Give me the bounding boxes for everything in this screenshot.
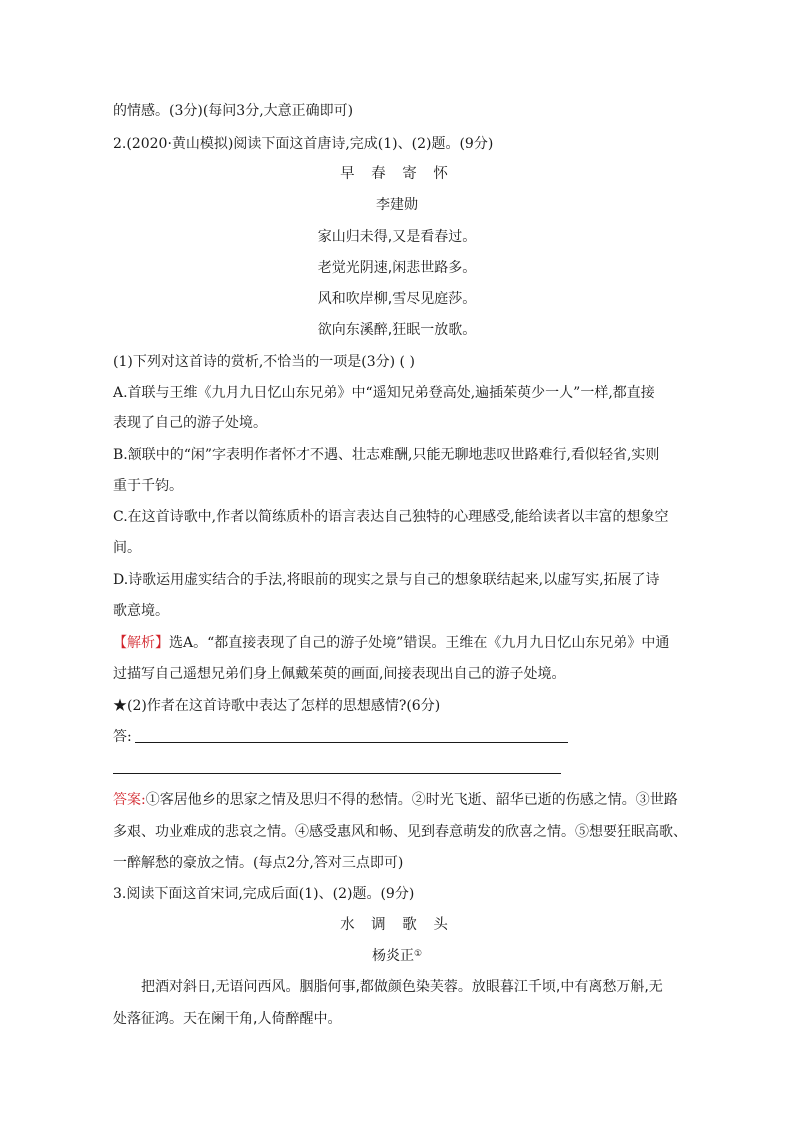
answer-continued: 多艰、功业难成的悲哀之情。④感受惠风和畅、见到春意萌发的欣喜之情。⑤想要狂眠高歌、 [113,824,687,840]
analysis-label: 【解析】 [113,635,169,651]
option-b-continued: 重于千钧。 [113,478,183,494]
option-b: B.颔联中的“闲”字表明作者怀才不遇、壮志难酬,只能无聊地悲叹世路难行,看似轻省,实则 [113,447,660,463]
answer-blank-line[interactable] [135,742,568,743]
option-d-continued: 歌意境。 [113,603,169,619]
question-3-heading: 3.阅读下面这首宋词,完成后面(1)、(2)题。(9分) [113,886,415,902]
poem-1-verse: 欲向东溪醉,狂眠一放歌。 [317,322,477,338]
option-a-continued: 表现了自己的游子处境。 [113,415,267,431]
analysis-line [113,633,669,653]
answer-text: ①客居他乡的思家之情及思归不得的愁情。②时光飞逝、韶华已逝的伤感之情。③世路 [145,792,678,808]
analysis-continued: 过描写自己遥想兄弟们身上佩戴茱萸的画面,间接表现出自己的游子处境。 [113,666,566,682]
option-d: D.诗歌运用虚实结合的手法,将眼前的现实之景与自己的想象联结起来,以虚写实,拓展了诗 [113,572,660,588]
ci-text-line: 把酒对斜日,无语问西风。胭脂何事,都做颜色染芙蓉。放眼暮江千顷,中有离愁万斛,无 [141,979,663,995]
question-2-heading: 2.(2020·黄山模拟)阅读下面这首唐诗,完成(1)、(2)题。(9分) [113,136,494,152]
analysis-text: 选A。“都直接表现了自己的游子处境”错误。王维在《九月九日忆山东兄弟》中通 [169,635,670,651]
question-1: (1)下列对这首诗的赏析,不恰当的一项是(3分) ( ) [113,354,415,370]
poem-1-verse: 老觉光阴速,闲悲世路多。 [317,260,477,276]
poem-2-author [0,946,794,966]
option-a: A.首联与王维《九月九日忆山东兄弟》中“遥知兄弟登高处,遍插茱萸少一人”一样,都直接 [113,385,655,401]
poem-1-title: 早 春 寄 怀 [340,166,454,182]
poem-1-verse: 家山归未得,又是看春过。 [317,229,477,245]
answer-blank-line[interactable] [113,773,561,774]
footnote-marker: ① [413,949,423,959]
answer-label: 答案: [113,792,146,808]
poem-1-author: 李建勋 [376,197,418,213]
option-c: C.在这首诗歌中,作者以简练质朴的语言表达自己独特的心理感受,能给读者以丰富的想象空 [113,509,669,525]
text-line: 的情感。(3分)(每问3分,大意正确即可) [113,103,354,119]
ci-text-line: 处落征鸿。天在阑干角,人倚醉醒中。 [113,1011,342,1027]
poem-2-title: 水 调 歌 头 [340,917,454,933]
poem-1-verse: 风和吹岸柳,雪尽见庭莎。 [317,291,477,307]
answer-line [113,790,678,810]
answer-prompt: 答: [113,729,132,745]
poem-2-author-name: 杨炎正 [371,948,414,964]
question-2: ★(2)作者在这首诗歌中表达了怎样的思想感情?(6分) [113,698,441,714]
answer-continued: 一醉解愁的豪放之情。(每点2分,答对三点即可) [113,855,404,871]
option-c-continued: 间。 [113,540,141,556]
